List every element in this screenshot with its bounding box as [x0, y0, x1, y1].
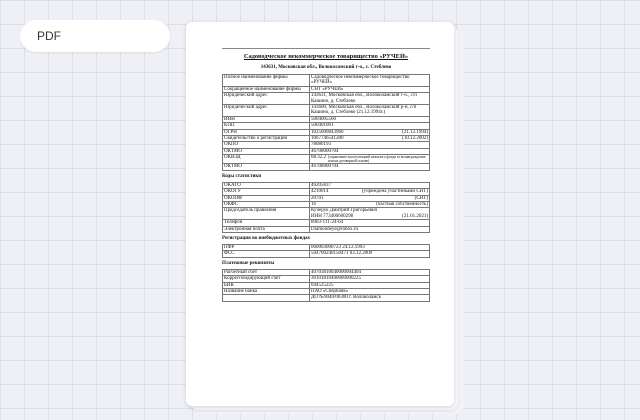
row-key: ОКФС	[223, 201, 310, 207]
row-inn: ИНН 773400600298	[311, 213, 354, 219]
row-value: Кучерук Дмитрий Григорьевич	[311, 208, 378, 214]
row-value: Садоводческое некоммерческое товарищество «РУЧЕЙ»	[310, 75, 430, 87]
row-key: Электронная почта	[223, 226, 310, 232]
row-key: ОКОГУ	[223, 189, 310, 195]
row-value: 044525225	[310, 282, 430, 288]
row-key	[223, 295, 310, 301]
row-date: (21.01.2021)	[402, 213, 428, 219]
row-value: 143600, Московская обл., Волоколамский р-н, с/п Кашино, д. Стеблево (21.12.1994г.)	[310, 105, 430, 117]
row-value: 500401001	[310, 123, 430, 129]
row-note: (СНТ)	[414, 195, 428, 201]
document-address: 143631, Московская обл., Волоколамский г-о., с. Стеблево	[260, 65, 392, 70]
row-date: (10.12.2002)	[402, 136, 428, 142]
row-key: ОКПО	[223, 142, 310, 148]
row-key: Корреспондирующий счет	[223, 276, 310, 282]
row-note: (управление эксплуатацией нежилого фонда за вознаграждение или на договорной основе)	[328, 155, 426, 164]
row-key: ОКТМО	[223, 148, 310, 154]
row-key: ОКТМО	[223, 164, 310, 170]
top-rule	[222, 48, 430, 49]
row-key: ОКВЭД	[223, 155, 310, 164]
row-value: 504700240150471 03.12.2009	[310, 251, 430, 257]
document-page[interactable]	[186, 22, 454, 406]
pdf-badge[interactable]	[20, 20, 170, 52]
row-value: 060003000723 24.12.1993	[310, 244, 430, 250]
row-value: 143631, Московская обл., Волоколамский г-о., с/п Кашино, д. Стеблево	[310, 93, 430, 105]
row-value: 46708000704	[310, 148, 430, 154]
table-row	[223, 155, 430, 164]
row-value: СНТ «РУЧЕЙ»	[310, 86, 430, 92]
bank-table	[222, 269, 430, 302]
row-value: 1025000843966	[311, 129, 344, 135]
row-key: Телефон	[223, 220, 310, 226]
row-key: БИК	[223, 282, 310, 288]
funds-table	[222, 244, 430, 258]
row-value: 16	[311, 201, 316, 207]
row-key: ОГРН	[223, 129, 310, 135]
row-key: Председатель правления	[223, 208, 310, 220]
row-value: 5004005560	[310, 116, 430, 122]
document-title: Садоводческое некоммерческое товарищество «РУЧЕЙ»	[243, 53, 409, 60]
funds-heading: Регистрация во внебюджетных фондах	[222, 235, 311, 241]
row-key: Юридический адрес	[223, 93, 310, 105]
row-key: Расчетный счет	[223, 269, 310, 275]
table-row	[223, 295, 430, 301]
row-key: Сокращенное наименование фирмы	[223, 86, 310, 92]
row-key: Свидетельство о регистрации	[223, 136, 310, 142]
row-key: ОКОПФ	[223, 195, 310, 201]
stats-table	[222, 182, 430, 233]
row-key: ФСС	[223, 251, 310, 257]
row-key: КПП	[223, 123, 310, 129]
table-row	[223, 208, 430, 220]
row-note: (частная собственность)	[376, 201, 428, 207]
row-value: 20701	[311, 195, 324, 201]
row-value: 46205837	[310, 182, 430, 188]
table-row	[223, 105, 430, 117]
row-value: ПАО «Сбербанк»	[310, 288, 430, 294]
table-row	[223, 164, 430, 170]
table-row	[223, 93, 430, 105]
row-key: ПФР	[223, 244, 310, 250]
row-value: Diamondeye@inbox.ru	[310, 226, 430, 232]
row-value: 46708000704	[310, 164, 430, 170]
row-date: (21.12.1994)	[402, 129, 428, 135]
bank-heading: Платежные реквизиты	[222, 260, 275, 266]
row-value: 40703810640000004404	[310, 269, 430, 275]
row-key: ОКАТО	[223, 182, 310, 188]
row-value: ДО №9040/00300 г. Волоколамск	[310, 295, 430, 301]
row-value: 4210014	[311, 189, 329, 195]
table-row	[223, 75, 430, 87]
row-value: 30101810400000000225	[310, 276, 430, 282]
row-value: 8903-111-24-64	[310, 220, 430, 226]
row-value: 78080193	[310, 142, 430, 148]
pdf-badge-label: PDF	[37, 29, 61, 43]
row-value: 1067746541280	[311, 136, 344, 142]
document-content	[222, 48, 430, 302]
row-note: (учреждена участниками СНТ)	[361, 189, 428, 195]
row-key: Юридический адрес	[223, 105, 310, 117]
row-key: Полное наименование фирмы	[223, 75, 310, 87]
stats-heading: Коды статистики	[222, 173, 262, 179]
table-row	[223, 226, 430, 232]
row-key: ИНН	[223, 116, 310, 122]
table-row	[223, 251, 430, 257]
main-details-table	[222, 74, 430, 171]
row-value: 68.32.2	[311, 155, 326, 161]
row-key: Название банка	[223, 288, 310, 294]
